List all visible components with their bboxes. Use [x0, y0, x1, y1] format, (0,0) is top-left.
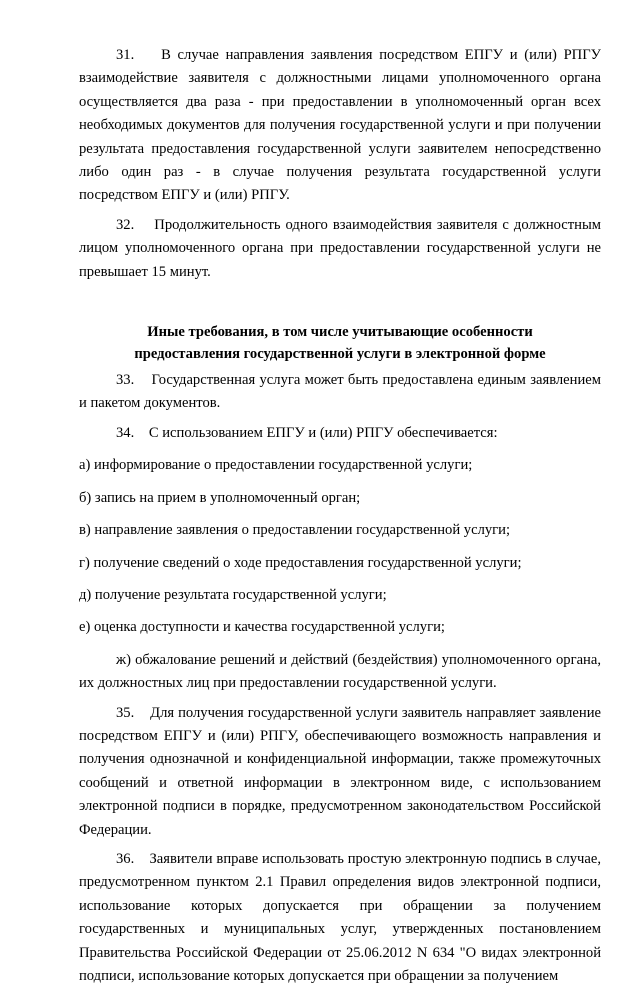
- paragraph-34: 34. С использованием ЕПГУ и (или) РПГУ обеспечивается:: [116, 424, 498, 441]
- paragraph-35: 35. Для получения государственной услуги заявитель направляет заявление посредством ЕПГУ и (или) РПГУ, обеспечивающего возможность направления и получения однозначной и конфиденциальной информации, также промежуточных сообщений и ответной информации в электронном виде, с использованием электронной подписи в порядке, предусмотренном законодательством Российской Федерации.: [79, 704, 601, 838]
- document-page: [79, 44, 601, 988]
- section-heading-line-2: предоставления государственной услуги в электронной форме: [134, 346, 546, 363]
- paragraph-32: 32. Продолжительность одного взаимодействия заявителя с должностным лицом уполномоченного органа при предоставлении государственной услуги не превышает 15 минут.: [79, 216, 601, 280]
- list-item-b: б) запись на прием в уполномоченный орган;: [79, 489, 361, 506]
- list-item-zh: ж) обжалование решений и действий (бездействия) уполномоченного органа, их должностных лиц при предоставлении государственной услуги.: [79, 651, 601, 692]
- paragraph-33: 33. Государственная услуга может быть предоставлена единым заявлением и пакетом документов.: [79, 372, 601, 412]
- list-item-d: д) получение результата государственной услуги;: [79, 586, 387, 603]
- list-item-a: а) информирование о предоставлении государственной услуги;: [79, 457, 473, 474]
- list-item-e: е) оценка доступности и качества государственной услуги;: [79, 619, 445, 636]
- list-item-v: в) направление заявления о предоставлении государственной услуги;: [79, 522, 511, 539]
- section-heading-line-1: Иные требования, в том числе учитывающие особенности: [147, 324, 533, 341]
- paragraph-31: 31. В случае направления заявления посредством ЕПГУ и (или) РПГУ взаимодействие заявителя с должностными лицами уполномоченного органа осуществляется два раза - при предоставлении в уполномоченный орган всех необходимых документов для получения государственной услуги и при получении результата предоставления государственной услуги заявителем непосредственно либо один раз - в случае получения результата государственной услуги посредством ЕПГУ и (или) РПГУ.: [79, 47, 601, 204]
- list-item-g: г) получение сведений о ходе предоставления государственной услуги;: [79, 554, 522, 571]
- paragraph-36: 36. Заявители вправе использовать простую электронную подпись в случае, предусмотренном пунктом 2.1 Правил определения видов электронной подписи, использование которых допускается при обращении за получением государственных и муниципальных услуг, утвержденных постановлением Правительства Российской Федерации от 25.06.2012 N 634 "О видах электронной подписи, использование которых допускается при обращении за получением: [79, 850, 601, 984]
- section-heading: [79, 321, 601, 365]
